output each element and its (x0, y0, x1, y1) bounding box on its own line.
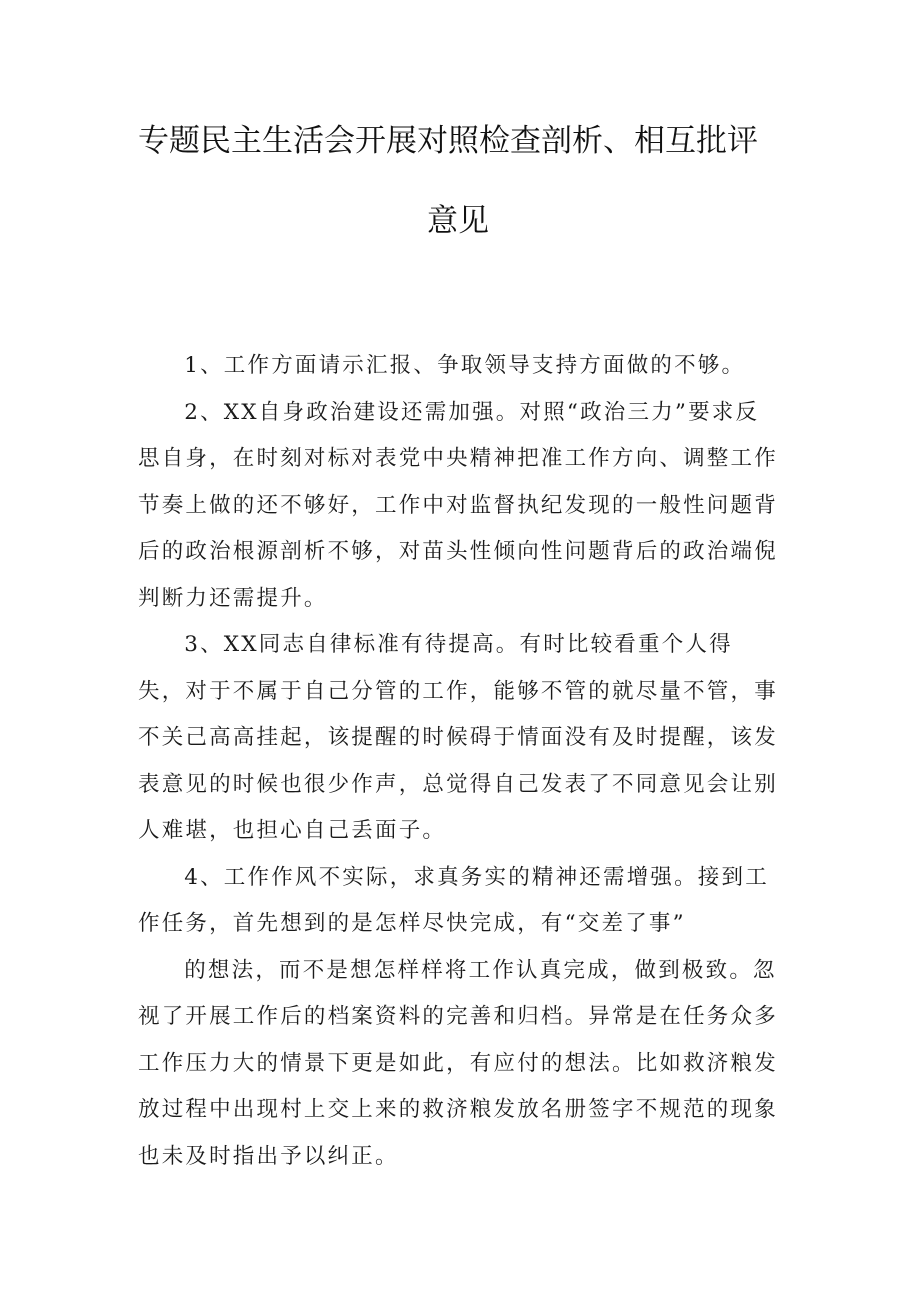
paragraph-1: 1、工作方面请示汇报、争取领导支持方面做的不够。 (184, 353, 746, 378)
document-title-line-2: 意见 (427, 203, 489, 239)
paragraph-5: 的想法，而不是想怎样样将工作认真完成，做到极致。忽视了开展工作后的档案资料的完善和归档。异常是在任务众多工作压力大的情景下更是如此，有应付的想法。比如救济粮发放过程中出现村上交上来的救济粮发放名册签字不规范的现象也未及时指出予以纠正。 (138, 957, 778, 1169)
paragraph-4: 4、工作作风不实际，求真务实的精神还需增强。接到工作任务，首先想到的是怎样尽快完成，有“交差了事” (138, 864, 769, 936)
document-body (138, 343, 780, 1180)
paragraph-2: 2、XX自身政治建设还需加强。对照“政治三力”要求反思自身，在时刻对标对表党中央精神把准工作方向、调整工作节奏上做的还不够好，工作中对监督执纪发现的一般性问题背后的政治根源剖析不够，对苗头性倾向性问题背后的政治端倪判断力还需提升。 (138, 399, 778, 611)
document-title-line-1: 专题民主生活会开展对照检查剖析、相互批评 (138, 123, 758, 159)
paragraph-3: 3、XX同志自律标准有待提高。有时比较看重个人得失，对于不属于自己分管的工作，能够不管的就尽量不管，事不关己高高挂起，该提醒的时候碍于情面没有及时提醒，该发表意见的时候也很少作声，总觉得自己发表了不同意见会让别人难堪，也担心自己丢面子。 (138, 632, 778, 843)
